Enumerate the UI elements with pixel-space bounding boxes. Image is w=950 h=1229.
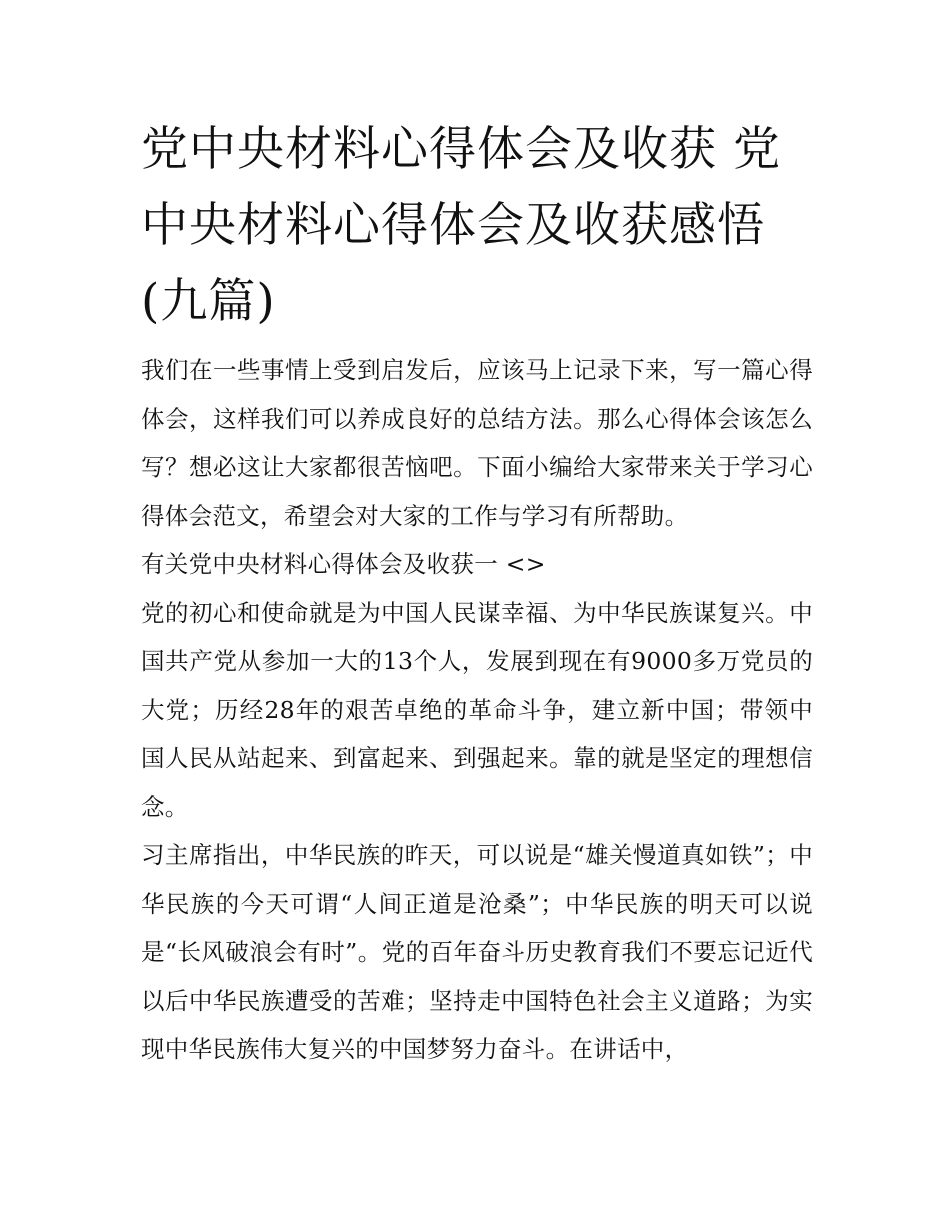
body-paragraph: 习主席指出，中华民族的昨天，可以说是“雄关慢道真如铁”；中华民族的今天可谓“人间正道是沧桑”；中华民族的明天可以说是“长风破浪会有时”。党的百年奋斗历史教育我们不要忘记近代以后中华民族遭受的苦难；坚持走中国特色社会主义道路；为实现中华民族伟大复兴的中国梦努力奋斗。在讲话中， xyxy=(141,841,813,1063)
intro-paragraph: 我们在一些事情上受到启发后，应该马上记录下来，写一篇心得体会，这样我们可以养成良好的总结方法。那么心得体会该怎么写？想必这让大家都很苦恼吧。下面小编给大家带来关于学习心得体会范文，希望会对大家的工作与学习有所帮助。 xyxy=(141,356,813,530)
section-heading: 有关党中央材料心得体会及收获一 <> xyxy=(141,550,546,578)
body-paragraph: 党的初心和使命就是为中国人民谋幸福、为中华民族谋复兴。中国共产党从参加一大的13个人，发展到现在有9000多万党员的大党；历经28年的艰苦卓绝的革命斗争，建立新中国；带领中国人民从站起来、到富起来、到强起来。靠的就是坚定的理想信念。 xyxy=(141,598,813,821)
document-content xyxy=(141,112,813,1074)
document-title: 党中央材料心得体会及收获 党中央材料心得体会及收获感悟(九篇) xyxy=(141,122,781,329)
